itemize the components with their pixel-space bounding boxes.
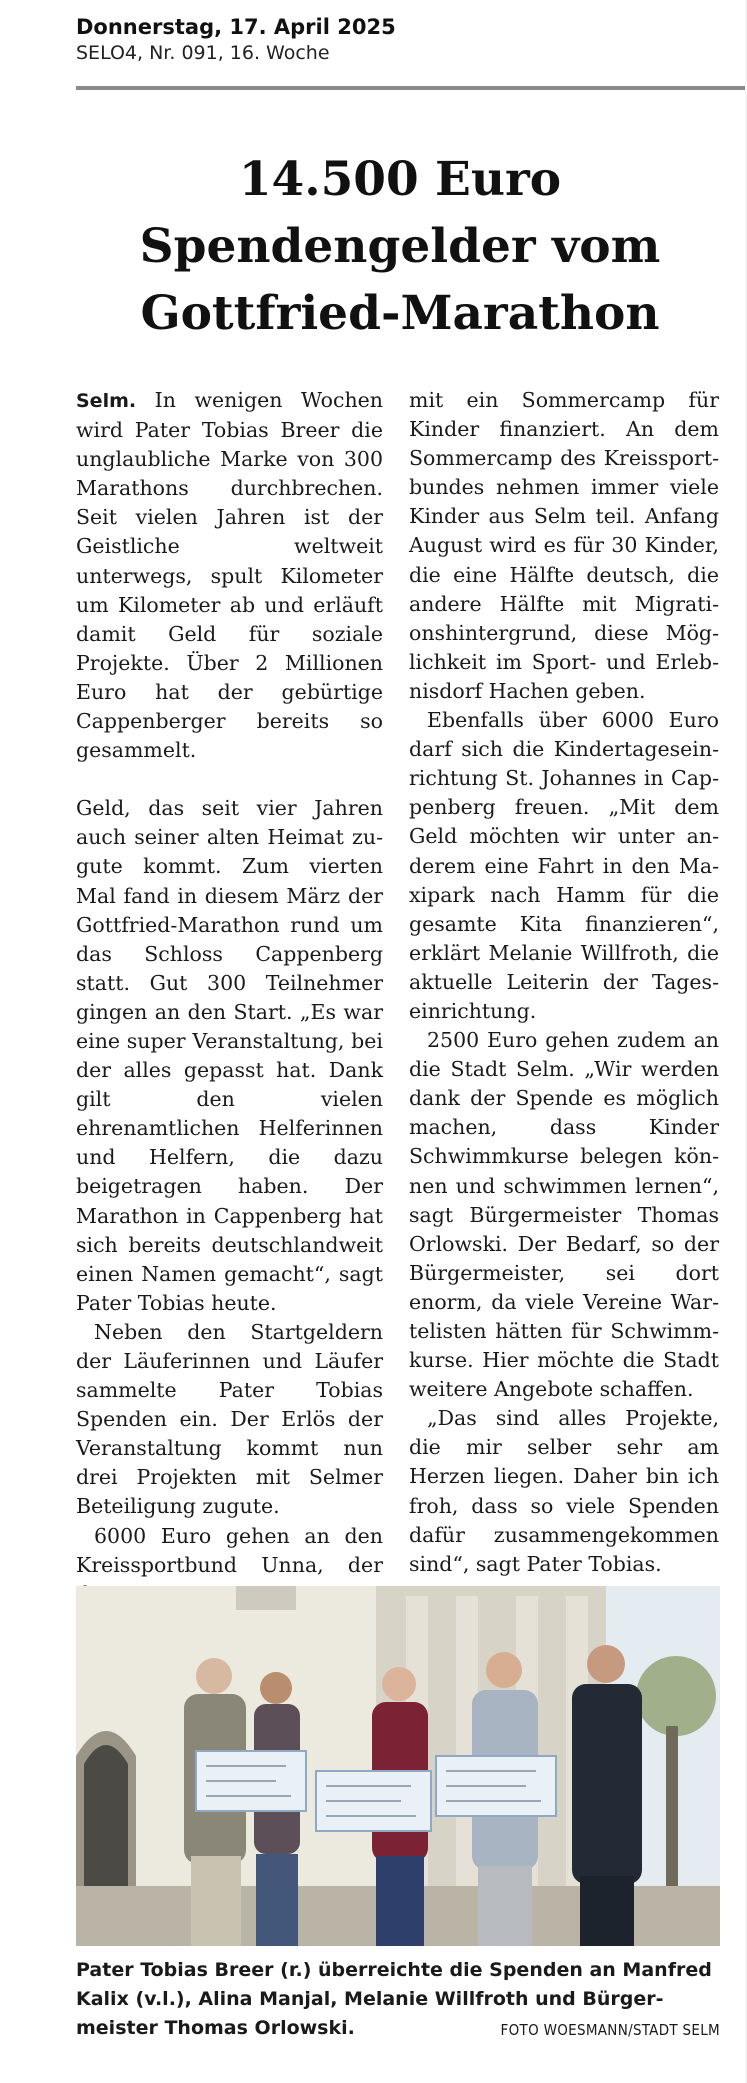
headline-line: 14.500 Euro	[238, 152, 562, 207]
article-column-left	[76, 386, 383, 1609]
photo-credit: FOTO WOESMANN/STADT SELM	[500, 2021, 720, 2039]
article-paragraph: 2500 Euro gehen zudem an die Stadt Selm. „Wir werden dank der Spende es möglich machen, dass Kinder Schwimmkurse belegen können und schwimmen lernen“, sagt Bürgermeister Thomas Orlowski. Der Bedarf, so der Bürgermeister, sei dort enorm, da viele Vereine Wartelisten hätten für Schwimmkurse. Hier möchte die Stadt weitere Angebote schaffen.	[409, 1028, 719, 1402]
article-headline	[100, 146, 700, 347]
article-paragraph	[76, 386, 383, 765]
photo-illustration	[76, 1586, 720, 1946]
article-paragraph: mit ein Sommercamp für Kinder finanziert. An dem Sommercamp des Kreissportbundes nehmen immer viele Kinder aus Selm teil. Anfang August wird es für 30 Kinder, die eine Hälfte deutsch, die andere Hälfte mit Migrationshintergrund, diese Möglichkeit im Sport- und Erlebnisdorf Hachen geben.	[409, 388, 719, 703]
header-rule	[76, 86, 747, 90]
caption-text: Pater Tobias Breer (r.) überreichte die Spenden an Manfred Kalix (v.l.), Alina Manjal, Melanie Willfroth und Bürgermeister Thomas Orlowski.	[76, 1959, 712, 2039]
paragraph-text: In wenigen Wochen wird Pater Tobias Breer die unglaubliche Marke von 300 Marathons durchbrechen. Seit vielen Jahren ist der Geistliche weltweit unterwegs, spult Kilometer um Kilometer ab und erläuft damit Geld für soziale Projekte. Über 2 Millionen Euro hat der gebürtige Cappenberger bereits so gesammelt.	[76, 388, 383, 763]
masthead	[76, 14, 396, 66]
issue-edition: SELO4, Nr. 091, 16. Woche	[76, 42, 330, 64]
headline-line: Gottfried-Marathon	[140, 286, 660, 341]
article-paragraph: 6000 Euro gehen an den Kreissportbund Unna, der	[76, 1523, 383, 1577]
dateline: Selm.	[76, 390, 137, 412]
photo-caption	[76, 1956, 720, 2045]
headline-line: Spendengelder vom	[139, 219, 661, 274]
issue-date: Donnerstag, 17. April 2025	[76, 15, 396, 39]
article-column-right	[409, 386, 719, 1579]
article-paragraph: Geld, das seit vier Jahren auch seiner alten Heimat zugute kommt. Zum vierten Mal fand in diesem März der Gottfried-Marathon rund um das Schloss Cappenberg statt. Gut 300 Teilnehmer gingen an den Start. „Es war eine super Veranstaltung, bei der alles gepasst hat. Dank gilt den vielen ehrenamtlichen Helferinnen und Helfern, die dazu beigetragen haben. Der Marathon in Cappenberg hat sich bereits deutschlandweit einen Namen gemacht“, sagt Pater Tobias heute.	[76, 796, 383, 1315]
article-paragraph: Ebenfalls über 6000 Euro darf sich die Kindertageseinrichtung St. Johannes in Cappenberg freuen. „Mit dem Geld möchten wir unter anderem eine Fahrt in den Maxipark nach Hamm für die gesamte Kita finanzieren“, erklärt Melanie Willfroth, die aktuelle Leiterin der Tageseinrichtung.	[409, 708, 719, 1023]
article-photo	[76, 1586, 720, 1946]
article-paragraph: Neben den Startgeldern der Läuferinnen und Läufer sammelte Pater Tobias Spenden ein. Der Erlös der Veranstaltung kommt nun drei Projekten mit Selmer Beteiligung zugute.	[76, 1319, 383, 1519]
article-paragraph: „Das sind alles Projekte, die mir selber sehr am Herzen liegen. Daher bin ich froh, dass so viele Spenden dafür zusammengekommen sind“, sagt Pater Tobias.	[409, 1406, 719, 1576]
